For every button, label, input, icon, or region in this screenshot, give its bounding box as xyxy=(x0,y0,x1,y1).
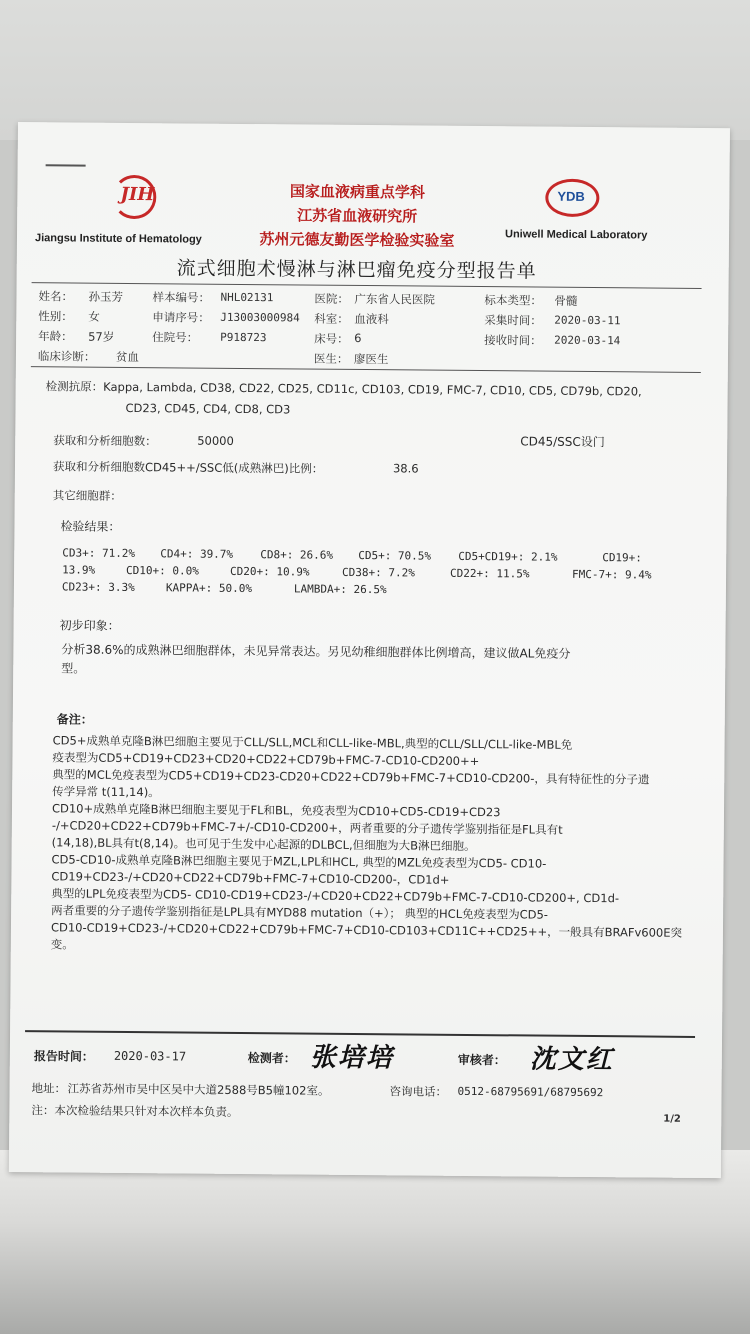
patient-sex: 女 xyxy=(88,309,100,324)
dept: 血液科 xyxy=(354,311,389,327)
notes-line: 典型的MCL免疫表型为CD5+CD19+CD23-CD20+CD22+CD79b+FMC-7+CD10-CD200-，具有特征性的分子遗 xyxy=(52,767,650,787)
inpatient-no-label: 住院号： xyxy=(152,330,199,345)
diagnosis: 贫血 xyxy=(115,349,140,365)
tester-label: 检测者： xyxy=(247,1051,296,1066)
result-item: CD4+: 39.7% xyxy=(160,547,234,561)
result-item: CD23+: 3.3% xyxy=(61,580,135,595)
specimen-type-label: 标本类型： xyxy=(484,293,543,308)
corner-mark xyxy=(46,164,86,166)
result-item: FMC-7+: 9.4% xyxy=(572,567,652,582)
report-time: 2020-03-17 xyxy=(113,1048,187,1064)
uniwell-logo-text: YDB xyxy=(557,188,585,204)
notes-line: CD19+CD23-/+CD20+CD22+CD79b+FMC-7+CD10-CD200-，CD1d+ xyxy=(51,869,450,887)
cells-value: 50000 xyxy=(197,433,234,448)
inpatient-no: P918723 xyxy=(220,330,267,345)
footer-note: 注：本次检验结果只针对本次样本负责。 xyxy=(31,1103,239,1119)
address: 江苏省苏州市吴中区吴中大道2588号B5幢102室。 xyxy=(67,1081,330,1098)
gate-label: CD45/SSC设门 xyxy=(520,434,605,450)
cells-label: 获取和分析细胞数： xyxy=(53,433,157,449)
result-item: CD5+CD19+: 2.1% xyxy=(458,549,558,564)
collect-time: 2020-03-11 xyxy=(554,313,621,328)
notes-line: 两者重要的分子遗传学鉴别指征是LPL具有MYD88 mutation（+）； 典型的HCL免疫表型为CD5- xyxy=(51,903,549,922)
address-label: 地址： xyxy=(31,1081,67,1096)
notes-line: 变。 xyxy=(50,937,74,952)
notes-line: 传学异常 t(11,14)。 xyxy=(52,784,160,800)
impression-title: 初步印象： xyxy=(59,618,120,633)
org-line-1: 国家血液病重点学科 xyxy=(289,182,425,202)
page-number: 1/2 xyxy=(663,1113,681,1125)
result-item: CD5+: 70.5% xyxy=(358,548,432,563)
lab-english-name: Uniwell Medical Laboratory xyxy=(504,228,648,242)
reviewer-signature: 沈文红 xyxy=(529,1044,614,1076)
doctor-label: 医生： xyxy=(313,351,349,366)
notes-line: CD10-CD19+CD23-/+CD20+CD22+CD79b+FMC-7+CD10-CD103+CD11C++CD25++，一般具有BRAFv600E突 xyxy=(50,920,683,940)
notes-line: CD5+成熟单克隆B淋巴细胞主要见于CLL/SLL,MCL和CLL-like-MBL,典型的CLL/SLL/CLL-like-MBL免 xyxy=(52,733,573,752)
collect-time-label: 采集时间： xyxy=(484,313,542,328)
result-item: CD10+: 0.0% xyxy=(126,563,200,578)
ratio-label: 获取和分析细胞数CD45++/SSC低(成熟淋巴)比例： xyxy=(52,459,324,476)
result-item: LAMBDA+: 26.5% xyxy=(293,582,387,597)
phone-label: 咨询电话： xyxy=(389,1084,448,1099)
notes-line: CD10+成熟单克隆B淋巴细胞主要见于FL和BL，免疫表型为CD10+CD5-CD19+CD23 xyxy=(51,801,501,820)
background-table-surface xyxy=(0,1150,750,1334)
result-item: CD38+: 7.2% xyxy=(342,565,415,580)
antigens-line-2: CD23, CD45, CD4, CD8, CD3 xyxy=(125,400,291,417)
name-label: 姓名： xyxy=(38,289,74,304)
result-item: CD3+: 71.2% xyxy=(62,546,136,561)
divider xyxy=(31,366,701,373)
receive-time: 2020-03-14 xyxy=(554,333,621,348)
ratio-value: 38.6 xyxy=(392,461,419,476)
other-cells-label: 其它细胞群： xyxy=(52,488,122,503)
result-item: CD20+: 10.9% xyxy=(230,564,310,579)
result-item: CD22+: 11.5% xyxy=(450,566,530,581)
divider xyxy=(32,282,702,289)
result-item: CD8+: 26.6% xyxy=(260,548,334,562)
org-line-2: 江苏省血液研究所 xyxy=(297,206,418,226)
sex-label: 性别： xyxy=(38,309,73,324)
notes-line: 疫表型为CD5+CD19+CD23+CD20+CD22+CD79b+FMC-7-CD10-CD200++ xyxy=(52,750,480,769)
dept-label: 科室： xyxy=(314,311,349,326)
impression-line-1: 分析38.6%的成熟淋巴细胞群体，未见异常表达。另见幼稚细胞群体比例增高，建议做AL免疫分 xyxy=(61,642,571,661)
doctor: 廖医生 xyxy=(353,351,389,367)
sample-no-label: 样本编号： xyxy=(152,290,211,305)
tester-signature: 张培培 xyxy=(309,1042,394,1074)
bed-label: 床号： xyxy=(314,331,349,346)
hospital-label: 医院： xyxy=(314,291,350,306)
report-paper xyxy=(9,122,730,1178)
notes-line: (14,18),BL具有t(8,14)。也可见于生发中心起源的DLBCL,但细胞为大B淋巴细胞。 xyxy=(51,835,476,854)
notes-line: CD5-CD10-成熟单克隆B淋巴细胞主要见于MZL,LPL和HCL, 典型的MZL免疫表型为CD5- CD10- xyxy=(51,852,547,871)
phone: 0512-68795691/68795692 xyxy=(457,1084,604,1100)
reviewer-label: 审核者： xyxy=(457,1052,506,1068)
results-title: 检验结果： xyxy=(60,519,121,534)
notes-line: -/+CD20+CD22+CD79b+FMC-7+/-CD10-CD200+，两者重要的分子遗传学鉴别指征是FL具有t xyxy=(51,818,563,837)
result-item: 13.9% xyxy=(62,563,96,577)
report-title: 流式细胞术慢淋与淋巴瘤免疫分型报告单 xyxy=(176,257,537,283)
jih-logo-icon xyxy=(112,175,156,219)
specimen-type: 骨髓 xyxy=(554,293,578,308)
background-top xyxy=(0,0,750,140)
notes-title: 备注： xyxy=(56,712,93,727)
result-item: KAPPA+: 50.0% xyxy=(165,581,253,596)
request-no: J13003000984 xyxy=(220,310,300,325)
bed-no: 6 xyxy=(354,330,362,346)
sample-no: NHL02131 xyxy=(220,290,274,305)
org-line-3: 苏州元德友勤医学检验实验室 xyxy=(259,230,455,250)
uniwell-logo-icon xyxy=(545,179,599,217)
notes-line: 典型的LPL免疫表型为CD5- CD10-CD19+CD23-/+CD20+CD22+CD79b+FMC-7-CD10-CD200+, CD1d- xyxy=(51,886,620,906)
diagnosis-label: 临床诊断： xyxy=(37,349,96,364)
result-item: CD19+: xyxy=(602,551,643,565)
impression-line-2: 型。 xyxy=(61,661,86,676)
age-label: 年龄： xyxy=(38,329,73,344)
report-time-label: 报告时间： xyxy=(33,1049,94,1064)
antigens-line-1: 检测抗原：Kappa, Lambda, CD38, CD22, CD25, CD11c, CD103, CD19, FMC-7, CD10, CD5, CD79b, CD20, xyxy=(45,379,642,399)
request-no-label: 申请序号： xyxy=(152,310,210,325)
patient-age: 57岁 xyxy=(88,329,115,344)
patient-name: 孙玉芳 xyxy=(88,289,124,304)
jih-logo-text: JIH xyxy=(120,183,155,206)
institute-english-name: Jiangsu Institute of Hematology xyxy=(34,232,202,246)
receive-time-label: 接收时间： xyxy=(484,333,542,348)
hospital: 广东省人民医院 xyxy=(354,291,436,307)
